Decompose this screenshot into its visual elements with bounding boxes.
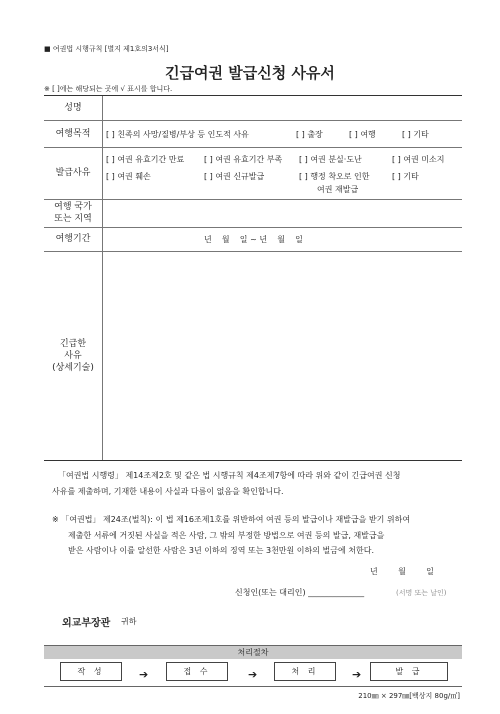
date-line: 년 월 일 — [370, 567, 434, 576]
step-write: 작 성 — [60, 662, 122, 681]
step-receive: 접 수 — [166, 662, 228, 681]
form-reference: ■ 여권법 시행규칙 [별지 제1호의3서식] — [44, 45, 169, 53]
arrow-icon: ➔ — [248, 668, 258, 681]
paper-spec: 210㎜ × 297㎜[백상지 80g/㎡] — [358, 692, 460, 700]
penalty-line-2: 제출한 서류에 거짓된 사실을 적은 사람, 그 밖의 부정한 방법으로 여권 등의 발급, 재발급을 — [68, 531, 385, 540]
period-field[interactable]: 년 월 일 ~ 년 월 일 — [204, 235, 303, 244]
label-reason: 발급사유 — [55, 168, 91, 178]
name-field[interactable] — [104, 99, 454, 117]
arrow-icon: ➔ — [139, 668, 149, 681]
step-issue: 발 급 — [370, 662, 448, 681]
urgent-reason-textarea[interactable] — [104, 255, 454, 455]
reason-option-lost[interactable]: [ ] 여권 분실·도난 — [299, 155, 362, 164]
applicant-signature-field[interactable]: 신청인(또는 대리인) ______________ — [235, 588, 365, 597]
reason-option-not-possessed[interactable]: [ ] 여권 미소지 — [392, 155, 445, 164]
penalty-line-1: ※ 「여권법」 제24조(벌칙): 이 법 제16조제1호를 위반하여 여권 등의 발급이나 재발급을 받기 위하여 — [52, 515, 411, 524]
reason-option-other[interactable]: [ ] 기타 — [392, 172, 419, 181]
purpose-option-humanitarian[interactable]: [ ] 친족의 사망/질병/부상 등 인도적 사유 — [106, 130, 249, 139]
label-urgent-reason: 긴급한 사유 (상세기술) — [52, 338, 94, 373]
row-purpose — [44, 120, 462, 148]
statement-line-2: 사유를 제출하며, 기재한 내용이 사실과 다름이 없음을 확인합니다. — [52, 487, 284, 496]
addressee-name: 외교부장관 — [62, 618, 111, 629]
step-process: 처 리 — [274, 662, 336, 681]
procedure-title: 처리절차 — [44, 646, 462, 659]
row-name — [44, 96, 462, 121]
page-title: 긴급여권 발급신청 사유서 — [165, 64, 335, 82]
row-destination — [44, 199, 462, 228]
purpose-option-other[interactable]: [ ] 기타 — [402, 130, 429, 139]
sign-note: (서명 또는 날인) — [396, 589, 447, 597]
application-form-table — [44, 95, 462, 461]
label-purpose: 여행목적 — [55, 128, 91, 139]
purpose-option-business[interactable]: [ ] 출장 — [296, 130, 323, 139]
statement-line-1: 「여권법 시행령」 제14조제2호 및 같은 법 시행규칙 제4조제7항에 따라 위와 같이 긴급여권 신청 — [58, 471, 401, 480]
addressee-suffix: 귀하 — [121, 617, 137, 626]
reason-option-admin-error[interactable]: [ ] 행정 착오로 인한 — [299, 172, 370, 181]
label-destination: 여행 국가 또는 지역 — [54, 202, 92, 224]
reason-option-damaged[interactable]: [ ] 여권 훼손 — [106, 172, 151, 181]
row-urgent-reason — [44, 251, 462, 460]
reason-option-expired[interactable]: [ ] 여권 유효기간 만료 — [106, 155, 185, 164]
destination-field[interactable] — [104, 202, 454, 224]
label-period: 여행기간 — [55, 234, 91, 244]
purpose-option-travel[interactable]: [ ] 여행 — [349, 130, 376, 139]
reason-option-insufficient[interactable]: [ ] 여권 유효기간 부족 — [204, 155, 283, 164]
penalty-line-3: 받은 사람이나 이를 알선한 사람은 3년 이하의 징역 또는 3천만원 이하의 벌금에 처한다. — [68, 546, 374, 555]
reason-admin-error-continued: 여권 재발급 — [317, 185, 359, 194]
row-reason — [44, 147, 462, 200]
check-note: ※ [ ]에는 해당되는 곳에 √ 표시를 합니다. — [44, 85, 173, 93]
row-period — [44, 227, 462, 252]
arrow-icon: ➔ — [352, 668, 362, 681]
label-name: 성명 — [64, 103, 82, 113]
reason-option-new[interactable]: [ ] 여권 신규발급 — [204, 172, 265, 181]
